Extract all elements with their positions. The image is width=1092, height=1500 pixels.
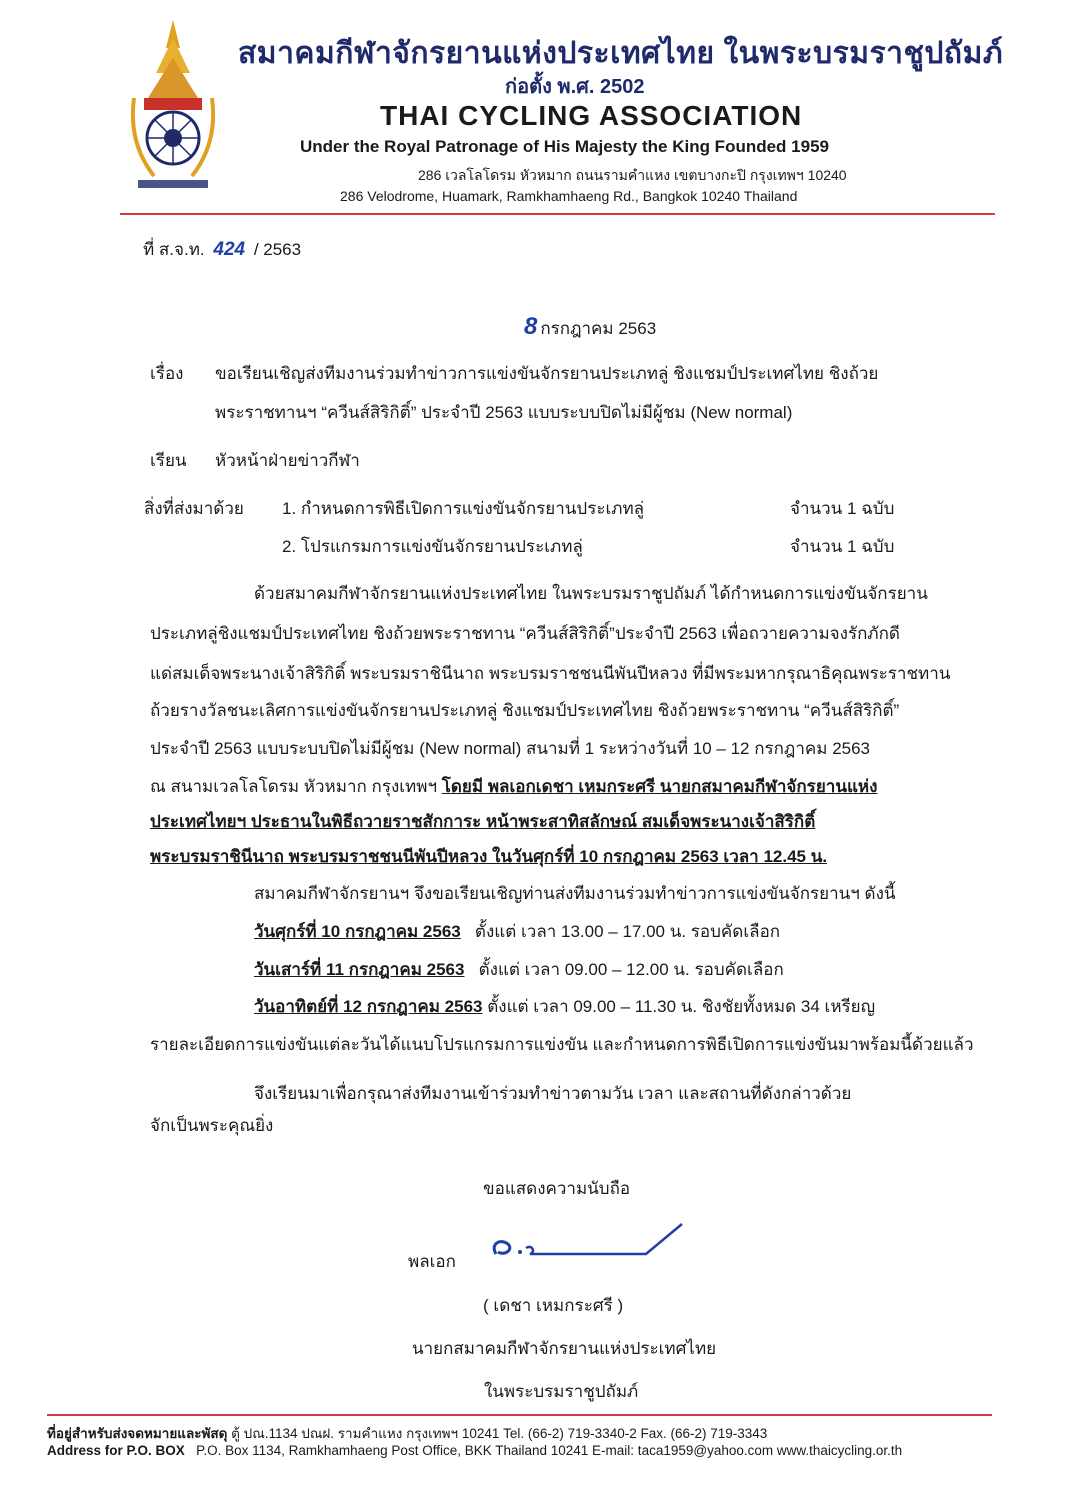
footer-english-text: P.O. Box 1134, Ramkhamhaeng Post Office, BKK Thailand 10241 E-mail: taca1959@yahoo.com www.thaicycling.or.th (196, 1443, 903, 1458)
schedule-row (254, 918, 780, 945)
footer-thai-address (47, 1422, 767, 1444)
paragraph-1-line: แด่สมเด็จพระนางเจ้าสิริกิติ์ พระบรมราชินีนาถ พระบรมราชชนนีพันปีหลวง ที่มีพระมหากรุณาธิคุณพระราชทาน (150, 664, 951, 683)
enclosure-quantity: จำนวน 1 ฉบับ (790, 499, 895, 518)
signer-title: นายกสมาคมกีฬาจักรยานแห่งประเทศไทย (412, 1339, 717, 1358)
date-month-year: กรกฎาคม 2563 (540, 319, 657, 338)
recipient-label: เรียน (150, 451, 187, 470)
schedule-row (254, 956, 784, 983)
footer-thai-text: ตู้ ปณ.1134 ปณฝ. รามคำแหง กรุงเทพฯ 10241 Tel. (66-2) 719-3340-2 Fax. (66-2) 719-3343 (231, 1426, 768, 1441)
signer-title-line-2: ในพระบรมราชูปถัมภ์ (484, 1382, 639, 1401)
subject-line-1: ขอเรียนเชิญส่งทีมงานร่วมทำข่าวการแข่งขันจักรยานประเภทลู่ ชิงแชมป์ประเทศไทย ชิงถ้วย (215, 364, 879, 383)
enclosure-item: 2. โปรแกรมการแข่งขันจักรยานประเภทลู่ (282, 537, 583, 556)
footer-divider (47, 1414, 992, 1416)
details-attached-line: รายละเอียดการแข่งขันแต่ละวันได้แนบโปรแกรมการแข่งขัน และกำหนดการพิธีเปิดการแข่งขันมาพร้อมนี้ด้วยแล้ว (150, 1035, 974, 1054)
org-name-thai: สมาคมกีฬาจักรยานแห่งประเทศไทย ในพระบรมราชูปถัมภ์ (238, 37, 1004, 70)
reference-suffix: / 2563 (253, 240, 302, 259)
venue-text: ณ สนามเวลโลโดรม หัวหมาก กรุงเทพฯ (150, 777, 438, 796)
closing-request-line: จึงเรียนมาเพื่อกรุณาส่งทีมงานเข้าร่วมทำข่าวตามวัน เวลา และสถานที่ดังกล่าวด้วย (254, 1084, 852, 1103)
letter-date (524, 313, 656, 342)
footer-thai-label: ที่อยู่สำหรับส่งจดหมายและพัสดุ (47, 1426, 228, 1441)
ceremony-highlight-line: พระบรมราชินีนาถ พระบรมราชชนนีพันปีหลวง ในวันศุกร์ที่ 10 กรกฎาคม 2563 เวลา 12.45 น. (150, 847, 828, 866)
subject-label: เรื่อง (150, 364, 184, 383)
paragraph-1-line (150, 773, 877, 800)
address-thai: 286 เวลโลโดรม หัวหมาก ถนนรามคำแหง เขตบางกะปิ กรุงเทพฯ 10240 (418, 167, 847, 183)
reference-handwritten-number: 424 (213, 239, 246, 260)
enclosure-item: 1. กำหนดการพิธีเปิดการแข่งขันจักรยานประเภทลู่ (282, 499, 645, 518)
schedule-detail: ตั้งแต่ เวลา 09.00 – 11.30 น. ชิงชัยทั้งหมด 34 เหรียญ (487, 997, 876, 1016)
footer-english-label: Address for P.O. BOX (47, 1443, 185, 1458)
schedule-row (254, 993, 875, 1020)
association-emblem-logo (124, 18, 222, 198)
ceremony-highlight-line: ประเทศไทยฯ ประธานในพิธีถวายราชสักการะ หน้าพระสาทิสลักษณ์ สมเด็จพระนางเจ้าสิริกิติ์ (150, 812, 816, 831)
schedule-day: วันอาทิตย์ที่ 12 กรกฎาคม 2563 (254, 997, 483, 1016)
paragraph-1-line: ประจำปี 2563 แบบระบบปิดไม่มีผู้ชม (New normal) สนามที่ 1 ระหว่างวันที่ 10 – 12 กรกฎาคม 2563 (150, 739, 871, 758)
address-english: 286 Velodrome, Huamark, Ramkhamhaeng Rd., Bangkok 10240 Thailand (340, 188, 798, 204)
enclosure-quantity: จำนวน 1 ฉบับ (790, 537, 895, 556)
schedule-detail: ตั้งแต่ เวลา 13.00 – 17.00 น. รอบคัดเลือก (474, 922, 781, 941)
paragraph-1-line: ประเภทลู่ชิงแชมป์ประเทศไทย ชิงถ้วยพระราชทาน “ควีนส์สิริกิติ์”ประจำปี 2563 เพื่อถวายความจงรักภักดี (150, 624, 900, 643)
royal-patronage-line: Under the Royal Patronage of His Majesty the King Founded 1959 (300, 137, 829, 156)
org-name-english: THAI CYCLING ASSOCIATION (380, 100, 803, 131)
founded-year-thai: ก่อตั้ง พ.ศ. 2502 (505, 76, 645, 98)
subject-line-2: พระราชทานฯ “ควีนส์สิริกิติ์” ประจำปี 2563 แบบระบบปิดไม่มีผู้ชม (New normal) (215, 403, 793, 422)
reference-prefix: ที่ ส.จ.ท. (143, 240, 205, 259)
signer-name: ( เดชา เหมกระศรี ) (483, 1296, 624, 1315)
schedule-detail: ตั้งแต่ เวลา 09.00 – 12.00 น. รอบคัดเลือก (478, 960, 784, 979)
paragraph-1-line: ด้วยสมาคมกีฬาจักรยานแห่งประเทศไทย ในพระบรมราชูปถัมภ์ ได้กำหนดการแข่งขันจักรยาน (254, 584, 928, 603)
footer-english-address (47, 1443, 902, 1458)
date-day-handwritten: 8 (524, 313, 538, 340)
closing-request-line: จักเป็นพระคุณยิ่ง (150, 1116, 274, 1135)
schedule-day: วันเสาร์ที่ 11 กรกฎาคม 2563 (254, 960, 465, 979)
invitation-intro: สมาคมกีฬาจักรยานฯ จึงขอเรียนเชิญท่านส่งทีมงานร่วมทำข่าวการแข่งขันจักรยานฯ ดังนี้ (254, 884, 896, 903)
recipient-value: หัวหน้าฝ่ายข่าวกีฬา (215, 451, 360, 470)
schedule-day: วันศุกร์ที่ 10 กรกฎาคม 2563 (254, 922, 461, 941)
signer-rank: พลเอก (408, 1252, 456, 1271)
handwritten-signature (486, 1222, 686, 1272)
chairman-highlight: โดยมี พลเอกเดชา เหมกระศรี นายกสมาคมกีฬาจักรยานแห่ง (441, 777, 878, 796)
reference-number (143, 236, 301, 263)
paragraph-1-line: ถ้วยรางวัลชนะเลิศการแข่งขันจักรยานประเภทลู่ ชิงแชมป์ประเทศไทย ชิงถ้วยพระราชทาน “ควีนส์สิริกิติ์” (150, 701, 900, 720)
enclosures-label: สิ่งที่ส่งมาด้วย (144, 499, 244, 518)
salutation: ขอแสดงความนับถือ (483, 1179, 631, 1198)
header-divider (120, 213, 995, 215)
